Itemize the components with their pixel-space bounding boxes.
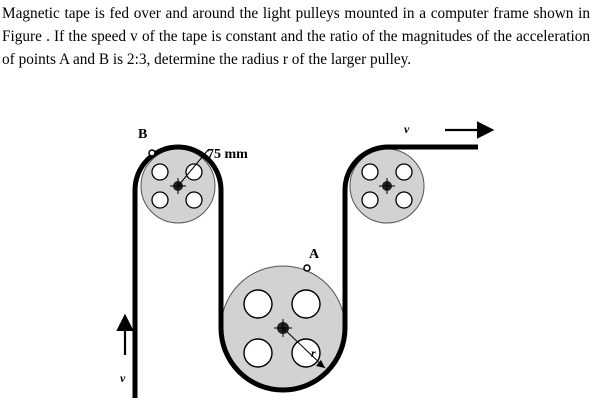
label-a: A [309, 247, 320, 262]
dimension-label: 75 mm [207, 147, 248, 162]
label-v-bottom: v [120, 371, 126, 385]
point-b-marker [149, 150, 155, 156]
label-r: r [311, 346, 316, 360]
problem-text: Magnetic tape is fed over and around the light pulleys mounted in a computer frame shown in Figure . If the speed v of the tape is constant and the ratio of the magnitudes of the acceleration of points A and B is 2:3, determine the radius r of the larger pulley. [2, 5, 590, 68]
point-a-marker [304, 265, 310, 271]
label-b: B [138, 127, 148, 142]
pulley-right [350, 149, 424, 223]
label-v-top: v [404, 122, 410, 136]
pulley-b [141, 149, 215, 223]
